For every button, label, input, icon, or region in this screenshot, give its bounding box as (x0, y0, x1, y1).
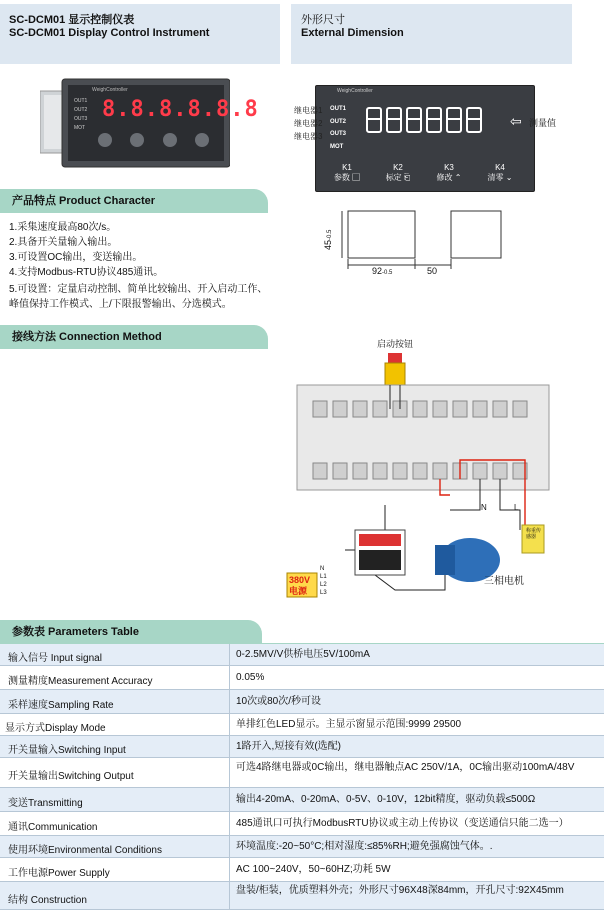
table-row (0, 812, 604, 836)
key-k3-label: 修改 ⌃ (436, 173, 462, 182)
param-value: 1路开入,短接有效(选配) (236, 741, 341, 752)
display-digit (426, 107, 442, 133)
param-name: 输入信号 Input signal (8, 653, 102, 664)
connection-heading-line (0, 348, 268, 349)
param-value: 输出4-20mA、0-20mA、0-5V、0-10V，12bit精度，驱动负载≤500Ω (236, 794, 536, 805)
panel-brand: WeighController (337, 88, 373, 94)
table-row (0, 836, 604, 858)
height-tolerance: -0.5 (327, 229, 333, 240)
left-line-labels (320, 565, 327, 597)
dimension-title-cn: 外形尺寸 (301, 14, 345, 26)
param-name: 开关量输入Switching Input (8, 745, 126, 756)
feature-line-4: 4.支持Modbus-RTU协议485通讯。 (9, 267, 164, 278)
param-name: 通讯Communication (8, 822, 98, 833)
device-photo (40, 75, 259, 170)
device-key-1 (98, 133, 112, 147)
power-label (289, 575, 310, 597)
table-column-divider (229, 644, 230, 910)
relay-label-1: 继电器1 (294, 106, 323, 115)
key-k4-text: 清零 (487, 173, 504, 182)
panel-led-out2: OUT2 (330, 118, 347, 125)
param-value: 环境温度:-20~50°C;相对湿度:≤85%RH;避免强腐蚀气体。. (236, 841, 493, 852)
param-value: 485通讯口可执行ModbusRTU协议或主动上传协议（变送通信只能二选一） (236, 818, 569, 829)
key-k2-text: 标定 (385, 173, 402, 182)
features-heading-line (0, 212, 268, 213)
param-value: 0-2.5MV/V供桥电压5V/100mA (236, 649, 370, 660)
line-label-l3: L3 (320, 590, 327, 596)
motor-label: 三相电机 (484, 576, 524, 587)
key-k1-label: 参数 ▢ (333, 173, 361, 182)
param-value: 盘装/柜装，优质塑料外壳；外形尺寸96X48深84mm，开孔尺寸:92X45mm (236, 885, 564, 896)
display-digit (466, 107, 482, 133)
value-arrow-icon: ⇦ (510, 113, 522, 129)
param-name: 测量精度Measurement Accuracy (8, 676, 153, 687)
width-value: 92 (372, 266, 383, 276)
value-label: 测量值 (529, 118, 557, 128)
device-key-4 (195, 133, 209, 147)
gap-dimension: 50 (427, 266, 438, 276)
height-dimension (323, 230, 333, 250)
width-tolerance: -0.5 (382, 270, 393, 276)
key-k3-text: 修改 (436, 173, 453, 182)
dimension-title-en: External Dimension (301, 27, 404, 39)
device-key-2 (130, 133, 144, 147)
panel-led-mot: MOT (330, 143, 344, 150)
feature-line-6: 峰值保持工作模式、上/下限报警输出、分选模式。 (9, 299, 232, 310)
connection-heading: 接线方法 Connection Method (0, 325, 268, 349)
table-row (0, 714, 604, 736)
sensor-label: 称重传感器 (526, 528, 542, 540)
panel-led-out1: OUT1 (330, 106, 347, 112)
param-name: 开关量输出Switching Output (8, 771, 134, 782)
table-row (0, 644, 604, 666)
param-value: 0.05% (236, 672, 265, 683)
device-led-labels (74, 97, 87, 133)
param-name: 工作电源Power Supply (8, 868, 110, 879)
table-row (0, 882, 604, 910)
key-k4-label: 清零 ⌄ (487, 173, 513, 182)
feature-line-5: 5.可设置：定量启动控制、简单比较输出、开入启动工作、 (9, 284, 268, 295)
param-value: 可选4路继电器或0C输出，继电器触点AC 250V/1A，0C输出驱动100mA/48V (236, 762, 575, 773)
feature-line-3: 3.可设置OC输出，变送输出。 (9, 252, 143, 263)
relay-label-2: 继电器2 (294, 119, 323, 128)
display-digit (446, 107, 462, 133)
table-row (0, 690, 604, 714)
device-key-3 (163, 133, 177, 147)
key-k2-id: K2 (393, 163, 403, 172)
display-digit (366, 107, 382, 133)
device-brand: WeighController (92, 87, 128, 93)
power-label-voltage: 380V (289, 575, 311, 585)
panel-keys (322, 163, 527, 185)
key-k1-id: K1 (342, 163, 352, 172)
features-heading: 产品特点 Product Character (0, 189, 268, 213)
key-k4[interactable] (475, 163, 525, 183)
table-row (0, 858, 604, 882)
product-title-cn: SC-DCM01 显示控制仪表 (9, 14, 135, 26)
param-name: 变送Transmitting (8, 798, 83, 809)
line-label-l1: L1 (320, 574, 327, 580)
params-heading: 参数表 Parameters Table (0, 620, 262, 644)
display-digit (386, 107, 402, 133)
device-keys (98, 133, 209, 152)
param-value: 单排红色LED显示。主显示窗显示范围:9999 29500 (236, 719, 462, 730)
key-k1[interactable] (322, 163, 372, 183)
param-name: 采样速度Sampling Rate (8, 700, 114, 711)
feature-line-2: 2.具备开关量输入输出。 (9, 237, 118, 248)
start-button-label: 启动按钮 (377, 339, 414, 349)
table-row (0, 736, 604, 758)
display-digit (406, 107, 422, 133)
key-k3[interactable] (424, 163, 474, 183)
width-dimension (372, 266, 392, 276)
phase-n-label: N (481, 503, 487, 512)
line-label-l2: L2 (320, 582, 327, 588)
table-row (0, 758, 604, 788)
device-display: 8.8.8.8.8.8 (102, 97, 259, 122)
relay-label-3: 继电器3 (294, 132, 323, 141)
device-led-out2: OUT2 (74, 107, 88, 113)
panel-display (366, 107, 486, 138)
table-row (0, 788, 604, 812)
line-label-n: N (320, 566, 325, 572)
table-row (0, 666, 604, 690)
device-led-out3: OUT3 (74, 116, 88, 122)
feature-line-1: 1.采集速度最高80次/s。 (9, 222, 117, 233)
product-title-en: SC-DCM01 Display Control Instrument (9, 27, 210, 39)
param-name: 使用环境Environmental Conditions (8, 845, 162, 856)
height-value: 45 (323, 239, 333, 250)
relay-labels (294, 104, 322, 143)
param-value: 10次或80次/秒可设 (236, 696, 322, 707)
power-label-text: 电源 (289, 586, 308, 596)
param-value: AC 100~240V，50~60HZ;功耗 5W (236, 864, 391, 875)
panel-led-labels (330, 103, 346, 153)
device-led-out1: OUT1 (74, 98, 88, 104)
param-name: 结构 Construction (8, 895, 87, 906)
phase-l-label: L (514, 503, 519, 512)
cutout-drawing (300, 205, 520, 280)
device-led-mot: MOT (74, 125, 86, 131)
key-k4-id: K4 (495, 163, 505, 172)
key-k2-label: 标定 ⎗ (385, 173, 411, 182)
key-k1-text: 参数 (333, 173, 350, 182)
key-k3-id: K3 (444, 163, 454, 172)
param-name: 显示方式Display Mode (5, 723, 106, 734)
key-k2[interactable] (373, 163, 423, 183)
panel-led-out3: OUT3 (330, 131, 347, 137)
